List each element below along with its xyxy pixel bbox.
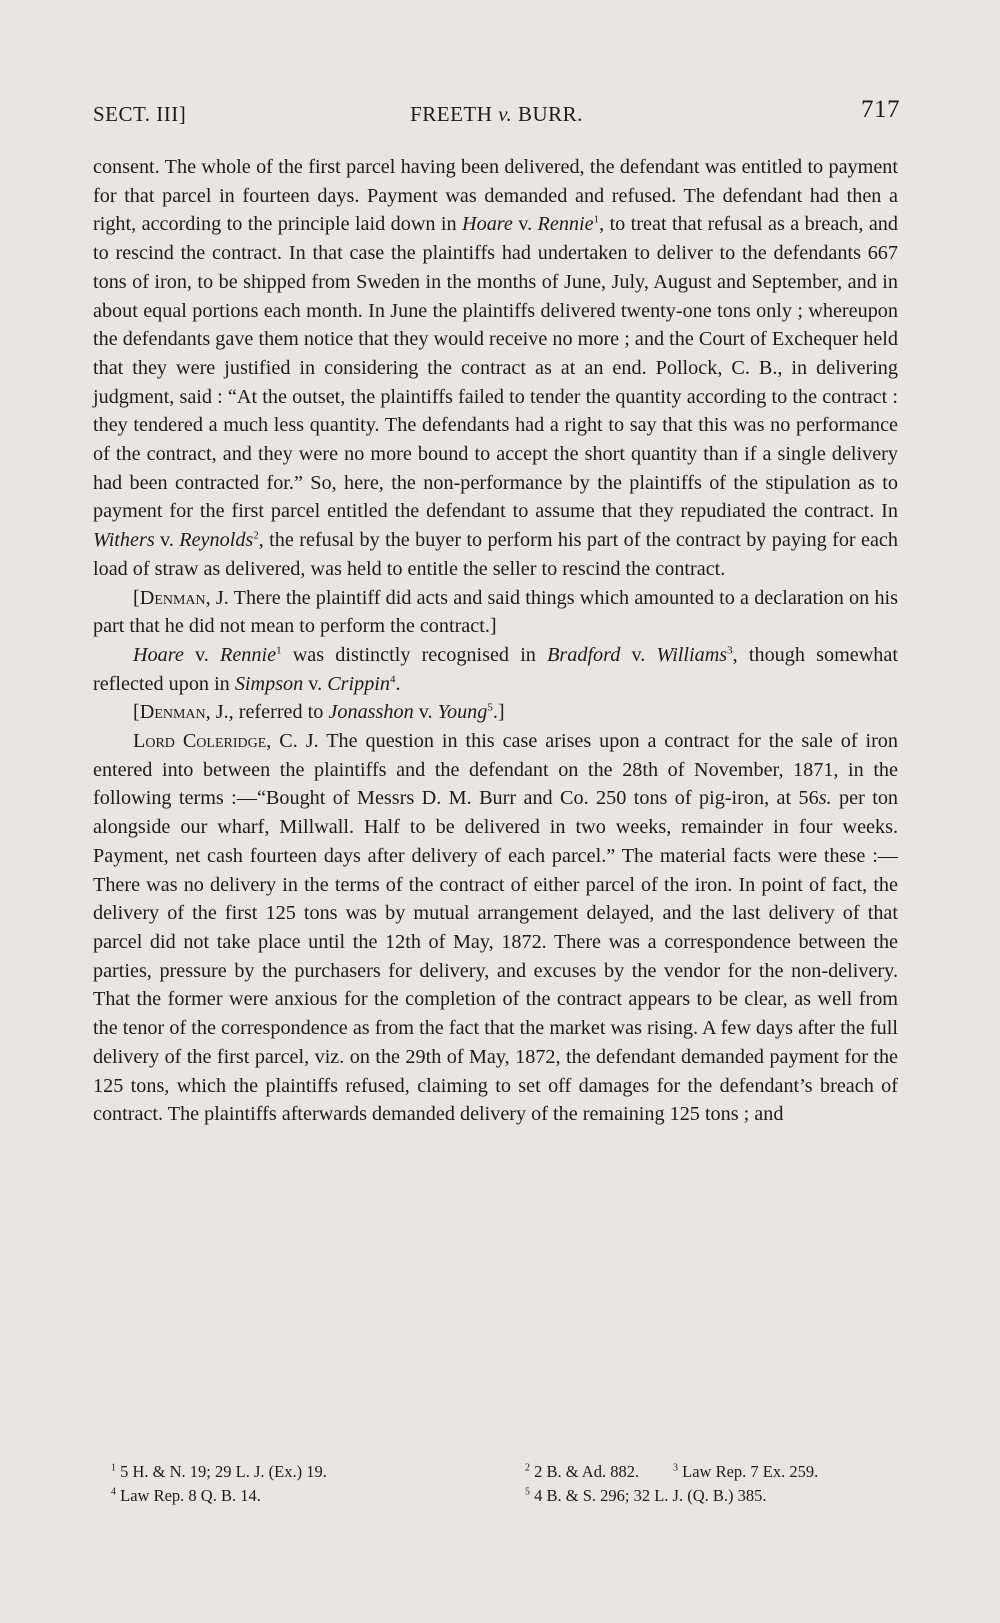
currency-abbrev: s. [818, 787, 832, 810]
judge-name: Lord Coleridge [133, 730, 267, 753]
paragraph-judgment [93, 727, 898, 1129]
paragraph-interjection [93, 698, 898, 727]
footnote-row [93, 1460, 898, 1484]
footnote-text: 4 B. & S. 296; 32 L. J. (Q. B.) 385. [534, 1486, 767, 1505]
text-run: consent. The whole of the first parcel having been delivered, the defendant was entitled to payment for that parcel in fourteen days. Payment was demanded and refused. The defendant had then a right, according to the principle laid down in [93, 156, 898, 236]
case-name: Rennie [220, 643, 277, 666]
running-title-party-a: FREETH [410, 102, 493, 126]
footnote-number: 5 [525, 1486, 530, 1498]
text-run: , though somewhat reflected upon in [93, 643, 898, 695]
footnotes [93, 1460, 898, 1508]
running-header [93, 96, 900, 136]
footnote-ref: 3 [727, 644, 733, 657]
bracket: [ [133, 586, 140, 609]
running-title [93, 102, 900, 127]
paragraph-argument-cont [93, 641, 898, 698]
running-title-versus: v. [498, 102, 513, 126]
footnote-text: 5 H. & N. 19; 29 L. J. (Ex.) 19. [120, 1462, 327, 1481]
footnote-row [93, 1484, 898, 1508]
footnote-number: 4 [111, 1486, 116, 1498]
case-name: Rennie [537, 213, 594, 236]
versus: v. [620, 643, 657, 666]
text-run: , to treat that refusal as a breach, and to rescind the contract. In that case the plaintiffs had undertaken to deliver to the defendants 667 tons of iron, to be shipped from Sweden in the months of June, July, August and September, and in about equal portions each month. In June the plaintiffs delivered twenty-one tons only ; whereupon the defendants gave them notice that they would receive no more ; and the Court of Exchequer held that they were justified in considering the contract as at an end. Pollock, C. B., in delivering judgment, said : “At the outset, the plaintiffs failed to tender the quantity according to the contract : they tendered a much less quantity. The defendants had a right to say that this was no performance of the contract, and they were no more bound to accept the short quantity than if a single delivery had been contracted for.” So, here, the non-performance by the plaintiffs of the stipulation as to payment for the first parcel entitled the defendant to assume that they repudiated the contract. In [93, 213, 898, 523]
text-run: , J. There the plaintiff did acts and said things which amounted to a declaration on his part that he did not mean to perform the contract.] [93, 586, 898, 638]
versus: v. [154, 529, 180, 552]
case-name: Hoare [133, 643, 184, 666]
footnote [525, 1484, 767, 1508]
paragraph-interjection [93, 584, 898, 641]
footnote [111, 1484, 261, 1508]
case-name: Reynolds [179, 529, 254, 552]
judge-name: Denman [139, 701, 206, 724]
footnote [673, 1460, 818, 1484]
text-run: .] [492, 701, 505, 724]
footnote [525, 1460, 639, 1484]
case-name: Hoare [462, 213, 513, 236]
bracket: [ [133, 701, 140, 724]
paragraph-argument [93, 153, 898, 584]
case-name: Williams [656, 643, 728, 666]
footnote-number: 2 [525, 1462, 530, 1474]
footnote-ref: 2 [253, 529, 259, 542]
case-name: Simpson [234, 672, 304, 695]
case-name: Jonasshon [328, 701, 414, 724]
case-name: Young [437, 701, 488, 724]
body-text [93, 153, 898, 1129]
footnote-text: Law Rep. 7 Ex. 259. [682, 1462, 819, 1481]
text-run: , J., referred to [205, 701, 329, 724]
footnote-ref: 4 [390, 672, 396, 685]
text-run: was distinctly recognised in [281, 643, 548, 666]
versus: v. [183, 643, 220, 666]
footnote-text: Law Rep. 8 Q. B. 14. [120, 1486, 261, 1505]
footnote-number: 1 [111, 1462, 116, 1474]
footnote-ref: 1 [276, 644, 282, 657]
versus: v. [413, 701, 438, 724]
text-run: , C. J. The question in this case arises upon a contract for the sale of iron entered into between the plaintiffs and the defendant on the 28th of November, 1871, in the following terms :—“Bought of Messrs D. M. Burr and Co. 250 tons of pig-iron, at 56 [93, 730, 898, 810]
case-name: Crippin [327, 672, 391, 695]
page-number: 717 [861, 96, 900, 123]
judge-name: Denman [139, 586, 206, 609]
footnote [111, 1460, 327, 1484]
text-run: . [395, 672, 401, 695]
text-run: per ton alongside our wharf, Millwall. Half to be delivered in two weeks, remainder in four weeks. Payment, net cash fourteen days after delivery of each parcel.” The material facts were these :—There was no delivery in the terms of the contract of either parcel of the iron. In point of fact, the delivery of the first 125 tons was by mutual arrangement delayed, and the last delivery of that parcel did not take place until the 12th of May, 1872. There was a correspondence between the parties, pressure by the purchasers for delivery, and excuses by the vendor for the non-delivery. That the former were anxious for the completion of the contract appears to be clear, as well from the tenor of the correspondence as from the fact that the market was rising. A few days after the full delivery of the first parcel, viz. on the 29th of May, 1872, the defendant demanded payment for the 125 tons, which the plaintiffs refused, claiming to set off damages for the defendant’s breach of contract. The plaintiffs afterwards demanded delivery of the remaining 125 tons ; and [93, 787, 899, 1126]
footnote-number: 3 [673, 1462, 678, 1474]
footnote-ref: 1 [593, 213, 600, 226]
section-label: SECT. III] [93, 102, 187, 126]
text-run: , the refusal by the buyer to perform his part of the contract by paying for each load of straw as delivered, was held to entitle the seller to rescind the contract. [93, 529, 898, 580]
case-name: Withers [93, 529, 155, 552]
footnote-ref: 5 [487, 701, 493, 714]
versus: v. [512, 213, 538, 236]
case-name: Bradford [547, 643, 621, 666]
footnote-text: 2 B. & Ad. 882. [534, 1462, 640, 1481]
running-title-party-b: BURR. [517, 102, 583, 126]
versus: v. [303, 672, 328, 695]
